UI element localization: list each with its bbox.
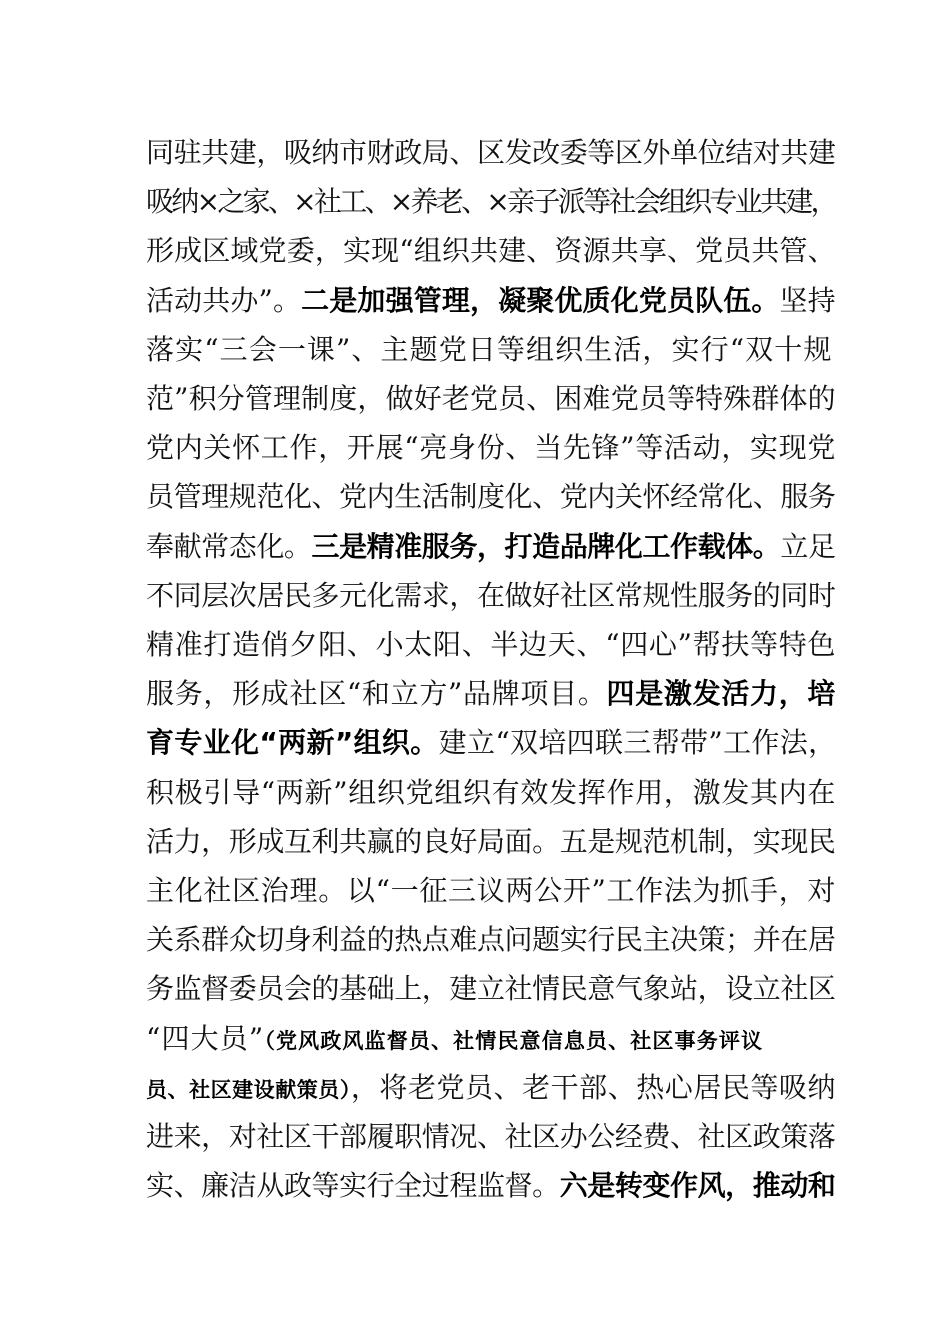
body-text: 落实“三会一课”、主题党日等组织生活，实行“双十规	[146, 332, 833, 366]
text-line	[146, 1112, 846, 1162]
text-line	[146, 866, 846, 916]
text-line	[146, 1014, 846, 1064]
body-text: 务监督委员会的基础上，建立社情民意气象站，设立社区	[146, 972, 836, 1006]
text-line	[146, 915, 846, 965]
body-text: 不同层次居民多元化需求，在做好社区常规性服务的同时	[146, 578, 836, 612]
emphasis-text: 四是激发活力，培	[606, 677, 837, 711]
body-text: 坚持	[779, 283, 836, 317]
text-line	[146, 620, 846, 670]
text-line	[146, 276, 846, 326]
text-line	[146, 325, 846, 375]
text-line	[146, 669, 846, 719]
text-line	[146, 718, 846, 768]
text-line	[146, 768, 846, 818]
text-line	[146, 177, 846, 227]
body-text: 奉献常态化。	[146, 529, 312, 563]
body-text: ，将老党员、老干部、热心居民等吸纳	[350, 1070, 837, 1104]
emphasis-text: 六是转变作风，推动和	[559, 1169, 836, 1203]
body-text: 形成区域党委，实现“组织共建、资源共享、党员共管、	[146, 234, 836, 268]
body-text: 活力，形成互利共赢的良好局面。五是规范机制，实现民	[146, 824, 836, 858]
text-line	[146, 817, 846, 867]
text-line	[146, 423, 846, 473]
text-line	[146, 1063, 846, 1113]
body-text: 精准打造俏夕阳、小太阳、半边天、“四心”帮扶等特色	[146, 628, 837, 661]
body-text: 服务，形成社区“和立方”品牌项目。	[146, 677, 607, 711]
text-line	[146, 964, 846, 1014]
emphasis-text: 二是加强管理，凝聚优质化党员队伍。	[301, 283, 780, 317]
text-line	[146, 226, 846, 276]
text-line	[146, 128, 846, 178]
emphasis-text: 三是精准服务，打造品牌化工作载体。	[311, 529, 781, 563]
body-text: 范”积分管理制度，做好老党员、困难党员等特殊群体的	[146, 382, 836, 415]
emphasis-text: （党风政风监督员、社情民意信息员、社区事务评议	[264, 1028, 764, 1053]
body-text: 员管理规范化、党内生活制度化、党内关怀经常化、服务	[146, 480, 836, 514]
text-line	[146, 1161, 846, 1211]
body-text: 积极引导“两新”组织党组织有效发挥作用，激发其内在	[146, 775, 837, 809]
body-text: 进来，对社区干部履职情况、社区办公经费、社区政策落	[146, 1120, 836, 1153]
text-line	[146, 374, 846, 424]
body-text: 关系群众切身利益的热点难点问题实行民主决策；并在居	[146, 923, 836, 957]
text-line	[146, 522, 846, 572]
body-text: 建立“双培四联三帮带”工作法，	[438, 726, 837, 760]
body-text: 实、廉洁从政等实行全过程监督。	[146, 1169, 560, 1203]
body-text: 吸纳×之家、×社工、×养老、×亲子派等社会组织专业共建，	[146, 185, 836, 219]
body-text: 党内关怀工作，开展“亮身份、当先锋”等活动，实现党	[146, 431, 837, 465]
body-text: 主化社区治理。以“一征三议两公开”工作法为抓手，对	[146, 874, 837, 907]
text-line	[146, 472, 846, 522]
body-text: 同驻共建，吸纳市财政局、区发改委等区外单位结对共建	[146, 136, 836, 169]
emphasis-text: 育专业化“两新”组织。	[146, 726, 439, 760]
body-text: 活动共办”。	[146, 283, 302, 317]
body-text: “四大员”	[146, 1021, 265, 1055]
emphasis-text: 员、社区建设献策员）	[146, 1077, 351, 1102]
body-text: 立足	[780, 529, 836, 563]
text-line	[146, 571, 846, 621]
